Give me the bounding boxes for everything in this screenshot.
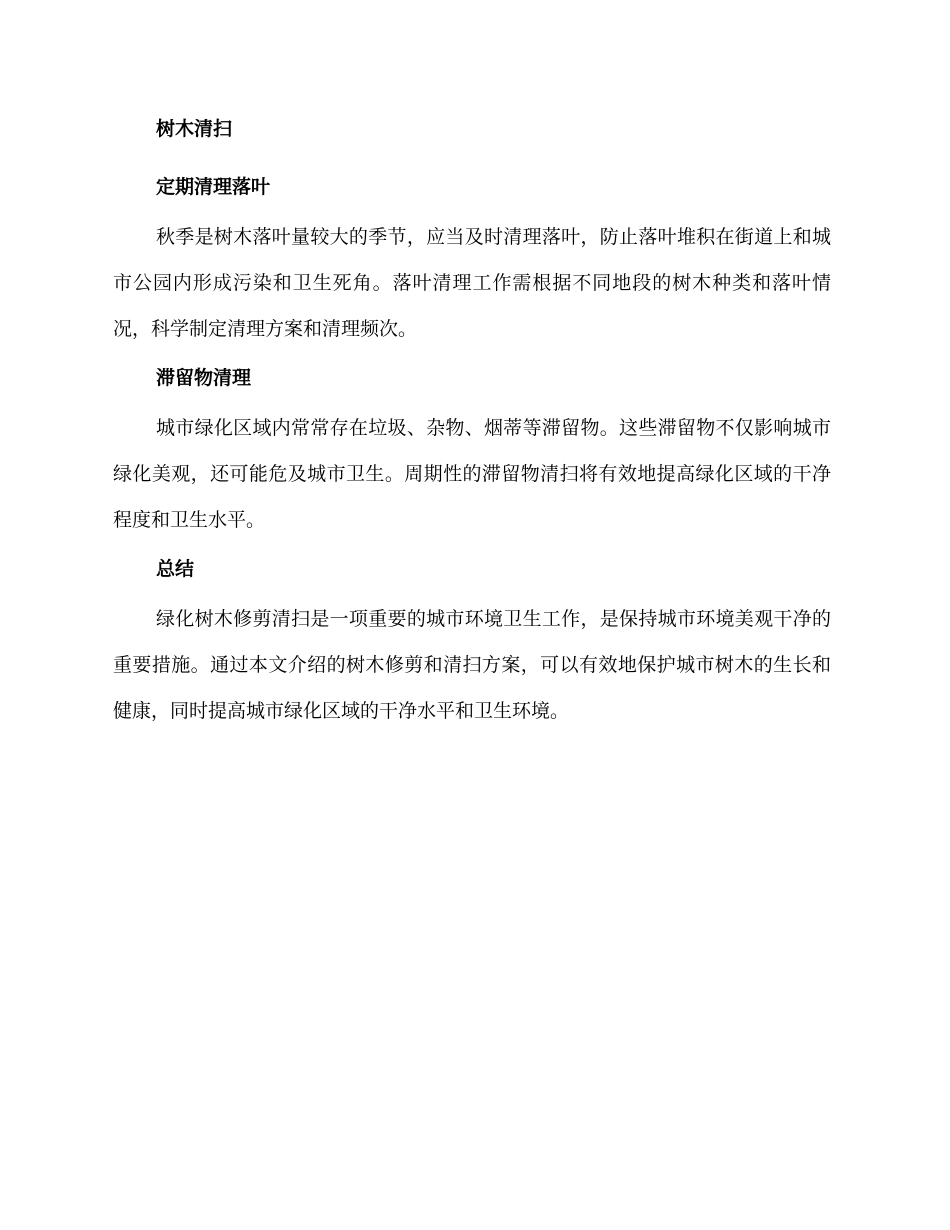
paragraph-summary: 绿化树木修剪清扫是一项重要的城市环境卫生工作，是保持城市环境美观干净的重要措施。通过本文介绍的树木修剪和清扫方案，可以有效地保护城市树木的生长和健康，同时提高城市绿化区域的干净水平和卫生环境。 (113, 608, 831, 722)
subsection-heading-debris: 滞留物清理 (156, 367, 252, 389)
section-title: 树木清扫 (156, 118, 233, 140)
paragraph-debris: 城市绿化区域内常常存在垃圾、杂物、烟蒂等滞留物。这些滞留物不仅影响城市绿化美观，还可能危及城市卫生。周期性的滞留物清扫将有效地提高绿化区域的干净程度和卫生水平。 (113, 417, 831, 531)
subsection-heading-leaves: 定期清理落叶 (156, 176, 271, 198)
subsection-heading-summary: 总结 (156, 558, 195, 580)
paragraph-leaves: 秋季是树木落叶量较大的季节，应当及时清理落叶，防止落叶堆积在街道上和城市公园内形成污染和卫生死角。落叶清理工作需根据不同地段的树木种类和落叶情况，科学制定清理方案和清理频次。 (113, 226, 831, 340)
document-content (113, 112, 831, 743)
